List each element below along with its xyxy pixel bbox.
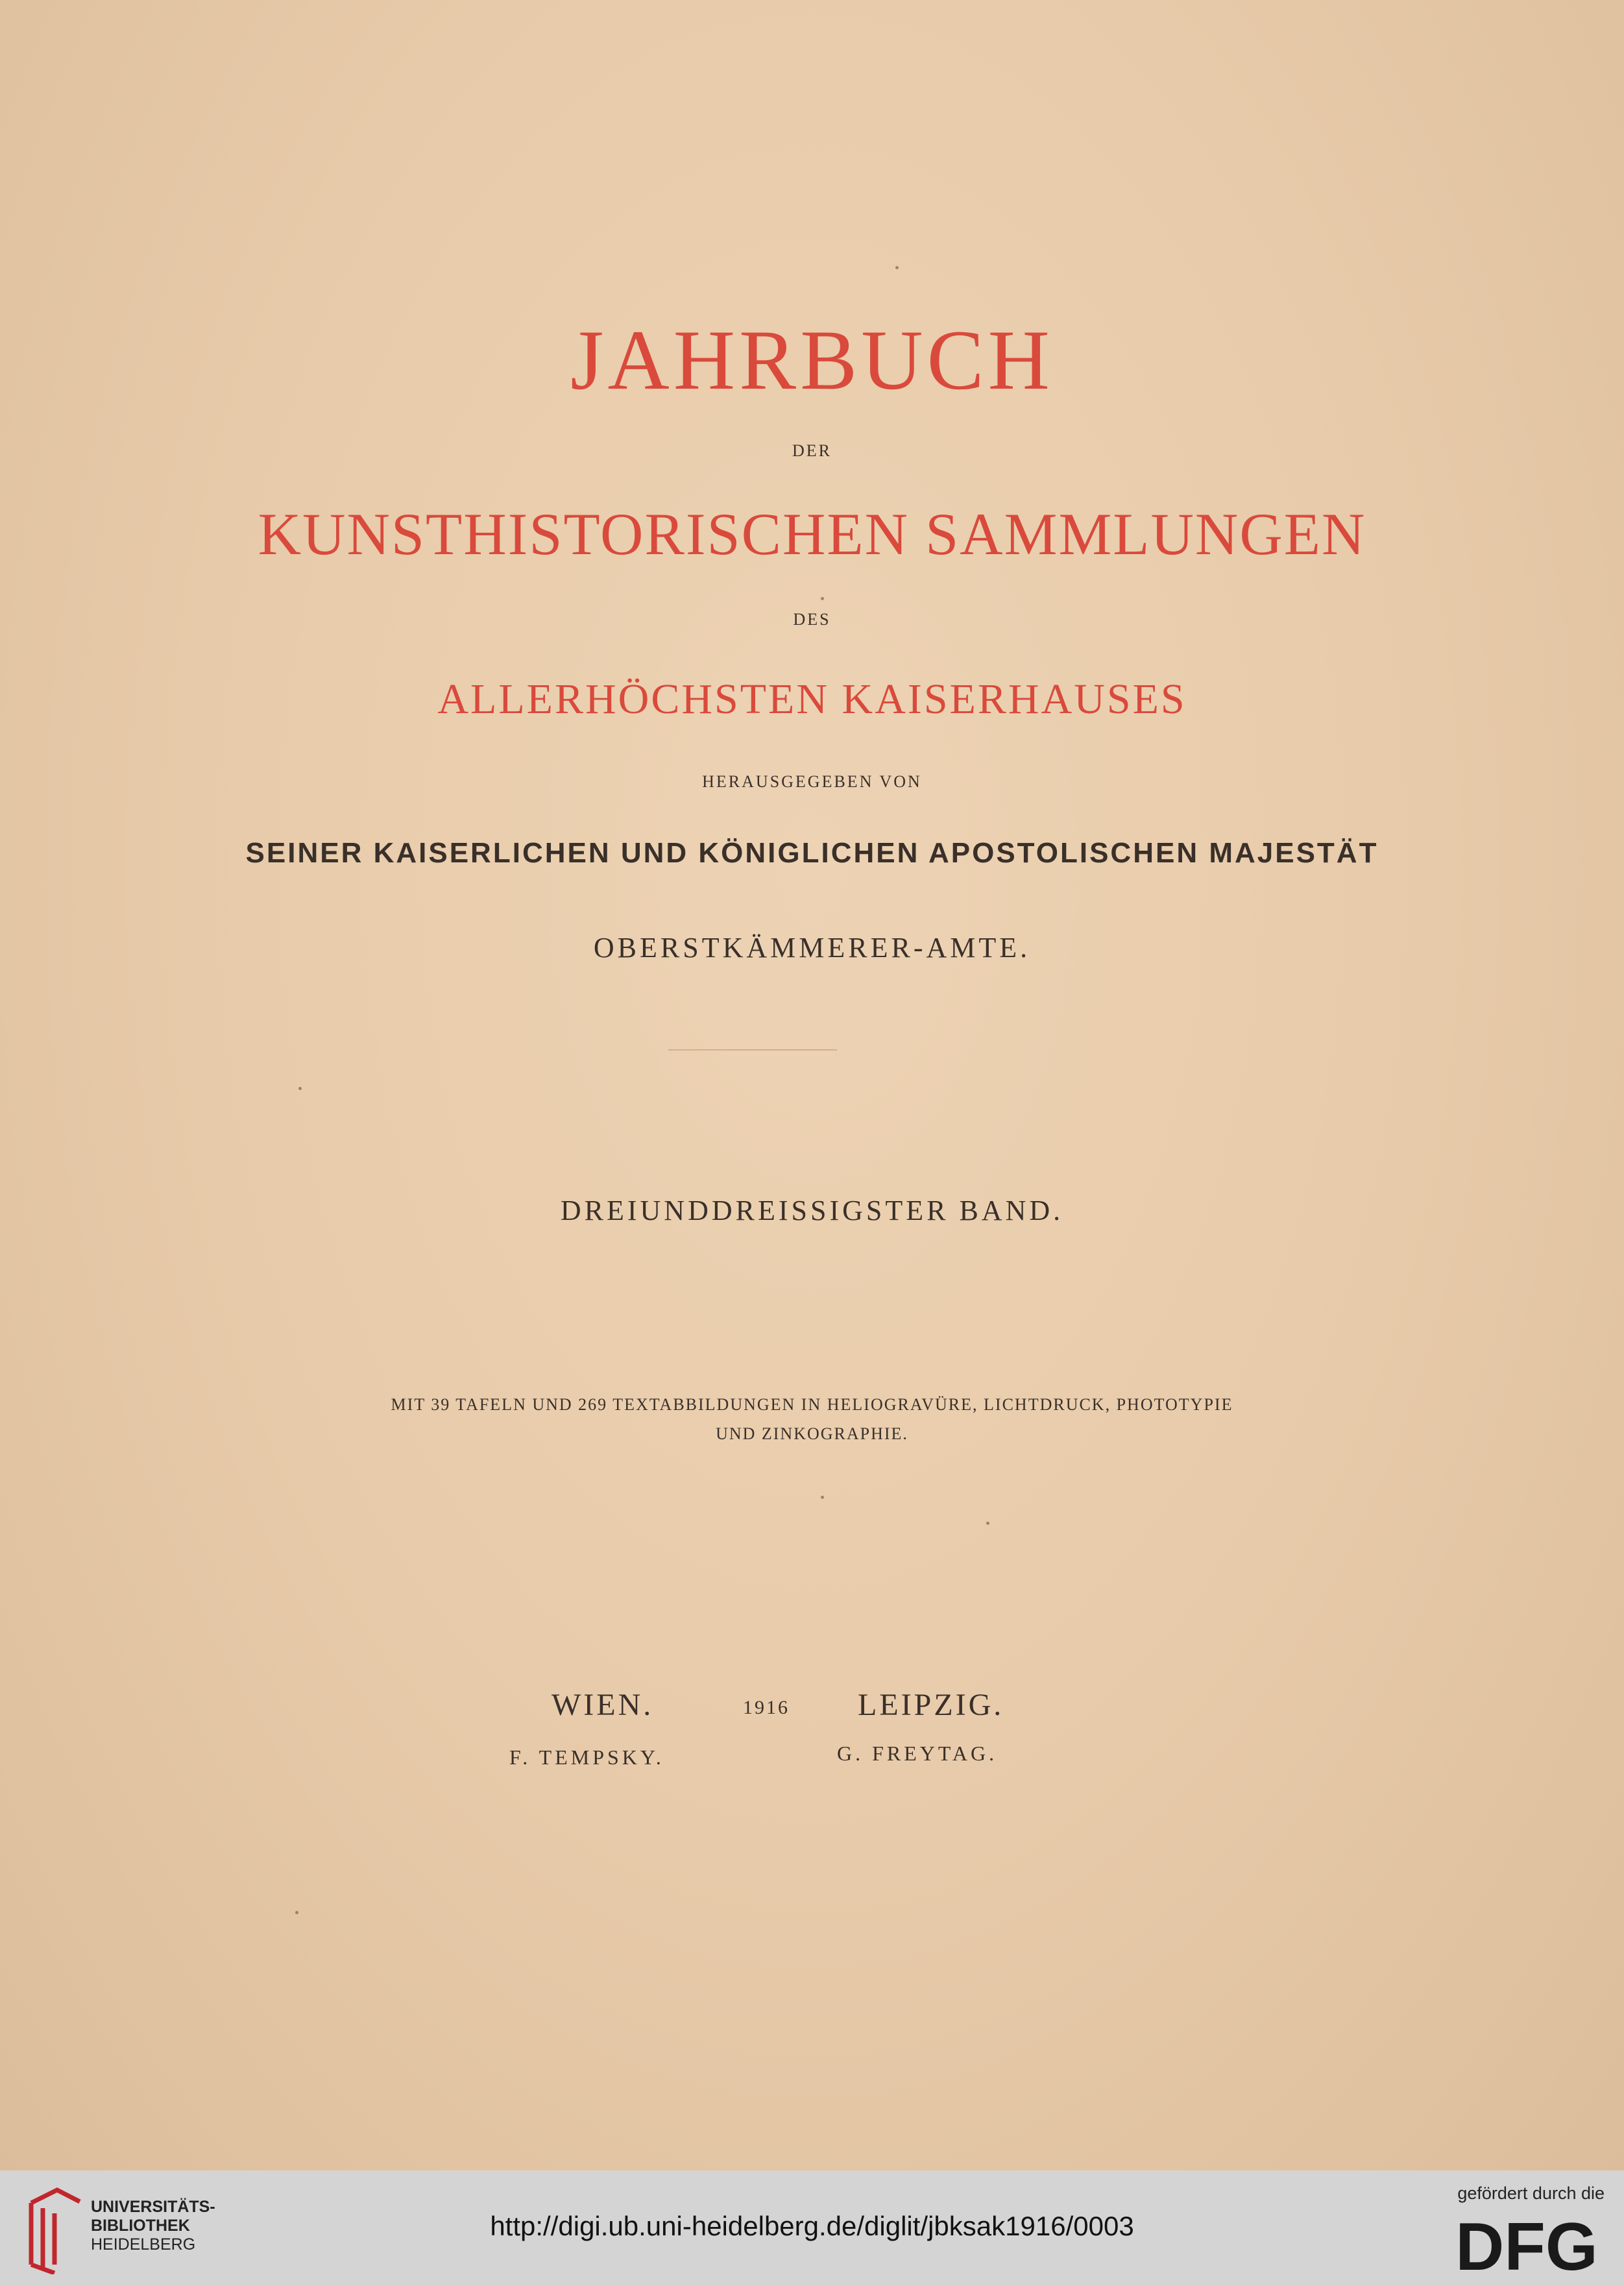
imprint-publisher-right: G. FREYTAG. [837,1742,998,1765]
illustrations-note-line2: UND ZINKOGRAPHIE. [716,1424,908,1443]
paper-speck [821,597,824,600]
library-name-line3: HEIDELBERG [91,2235,196,2254]
article-der: DER [792,441,832,460]
divider-rule [668,1049,837,1051]
office-line: OBERSTKÄMMERER-AMTE. [593,932,1031,964]
imprint-city-right: LEIPZIG. [858,1688,1004,1722]
imprint-year: 1916 [743,1697,790,1718]
dfg-logo-text: DFG [1455,2213,1598,2278]
imprint-publisher-left: F. TEMPSKY. [509,1745,664,1769]
article-des: DES [793,610,831,629]
paper-speck [895,266,899,269]
house-heading: ALLERHÖCHSTEN KAISERHAUSES [437,675,1187,723]
viewer-footer-bar [0,2170,1624,2286]
subject-heading: KUNSTHISTORISCHEN SAMMLUNGEN [258,501,1366,567]
illustrations-note-line1: MIT 39 TAFELN UND 269 TEXTABBILDUNGEN IN HELIOGRAVÜRE, LICHTDRUCK, PHOTOTYPIE [391,1395,1233,1414]
permalink-url[interactable]: http://digi.ub.uni-heidelberg.de/diglit/jbksak1916/0003 [490,2211,1134,2241]
volume-line: DREIUNDDREISSIGSTER BAND. [560,1195,1064,1226]
paper-speck [821,1496,824,1499]
paper-speck [986,1522,989,1525]
book-title: JAHRBUCH [570,312,1054,407]
paper-speck [298,1087,302,1090]
paper-speck [295,1911,298,1914]
library-name-line1: UNIVERSITÄTS- [91,2198,215,2216]
funding-note: gefördert durch die [1457,2183,1605,2203]
library-name-line2: BIBLIOTHEK [91,2217,190,2235]
imprint-city-left: WIEN. [551,1688,654,1722]
editor-intro: HERAUSGEGEBEN VON [702,772,922,791]
dfg-logo-icon [1449,2213,1605,2278]
majesty-line: SEINER KAISERLICHEN UND KÖNIGLICHEN APOSTOLISCHEN MAJESTÄT [245,837,1379,869]
